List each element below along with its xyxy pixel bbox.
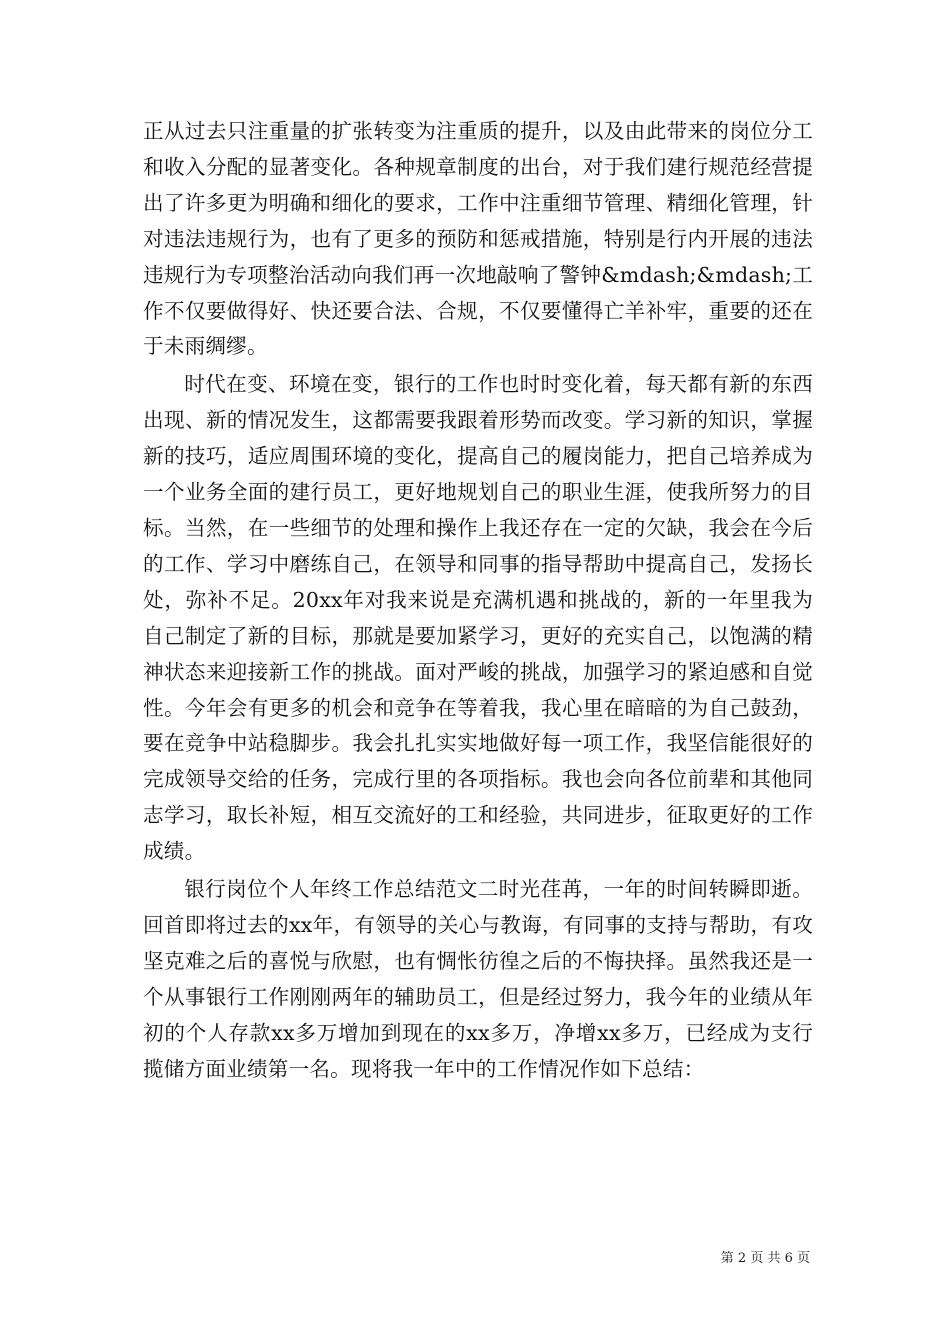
paragraph-2: 时代在变、环境在变，银行的工作也时时变化着，每天都有新的东西出现、新的情况发生，这都需要我跟着形势而改变。学习新的知识，掌握新的技巧，适应周围环境的变化，提高自己的履岗能力，把自己培养成为一个业务全面的建行员工，更好地规划自己的职业生涯，使我所努力的目标。当然，在一些细节的处理和操作上我还存在一定的欠缺，我会在今后的工作、学习中磨练自己，在领导和同事的指导帮助中提高自己，发扬长处，弥补不足。20xx年对我来说是充满机遇和挑战的，新的一年里我为自己制定了新的目标，那就是要加紧学习，更好的充实自己，以饱满的精神状态来迎接新工作的挑战。面对严峻的挑战，加强学习的紧迫感和自觉性。今年会有更多的机会和竞争在等着我，我心里在暗暗的为自己鼓劲，要在竞争中站稳脚步。我会扎扎实实地做好每一项工作，我坚信能很好的完成领导交给的任务，完成行里的各项指标。我也会向各位前辈和其他同志学习，取长补短，相互交流好的工和经验，共同进步，征取更好的工作成绩。 [143, 372, 813, 864]
document-body [143, 114, 813, 1087]
paragraph-1: 正从过去只注重量的扩张转变为注重质的提升，以及由此带来的岗位分工和收入分配的显著变化。各种规章制度的出台，对于我们建行规范经营提出了许多更为明确和细化的要求，工作中注重细节管理、精细化管理，针对违法违规行为，也有了更多的预防和惩戒措施，特别是行内开展的违法违规行为专项整治活动向我们再一次地敲响了警钟&mdash;&mdash;工作不仅要做得好、快还要合法、合规，不仅要懂得亡羊补牢，重要的还在于未雨绸缪。 [143, 119, 813, 359]
paragraph-3: 银行岗位个人年终工作总结范文二时光荏苒，一年的时间转瞬即逝。回首即将过去的xx年，有领导的关心与教诲，有同事的支持与帮助，有攻坚克难之后的喜悦与欣慰，也有惆怅彷徨之后的不悔抉择。虽然我还是一个从事银行工作刚刚两年的辅助员工，但是经过努力，我今年的业绩从年初的个人存款xx多万增加到现在的xx多万，净增xx多万，已经成为支行揽储方面业绩第一名。现将我一年中的工作情况作如下总结： [143, 877, 813, 1081]
page-number-footer: 第 2 页 共 6 页 [720, 1251, 810, 1266]
